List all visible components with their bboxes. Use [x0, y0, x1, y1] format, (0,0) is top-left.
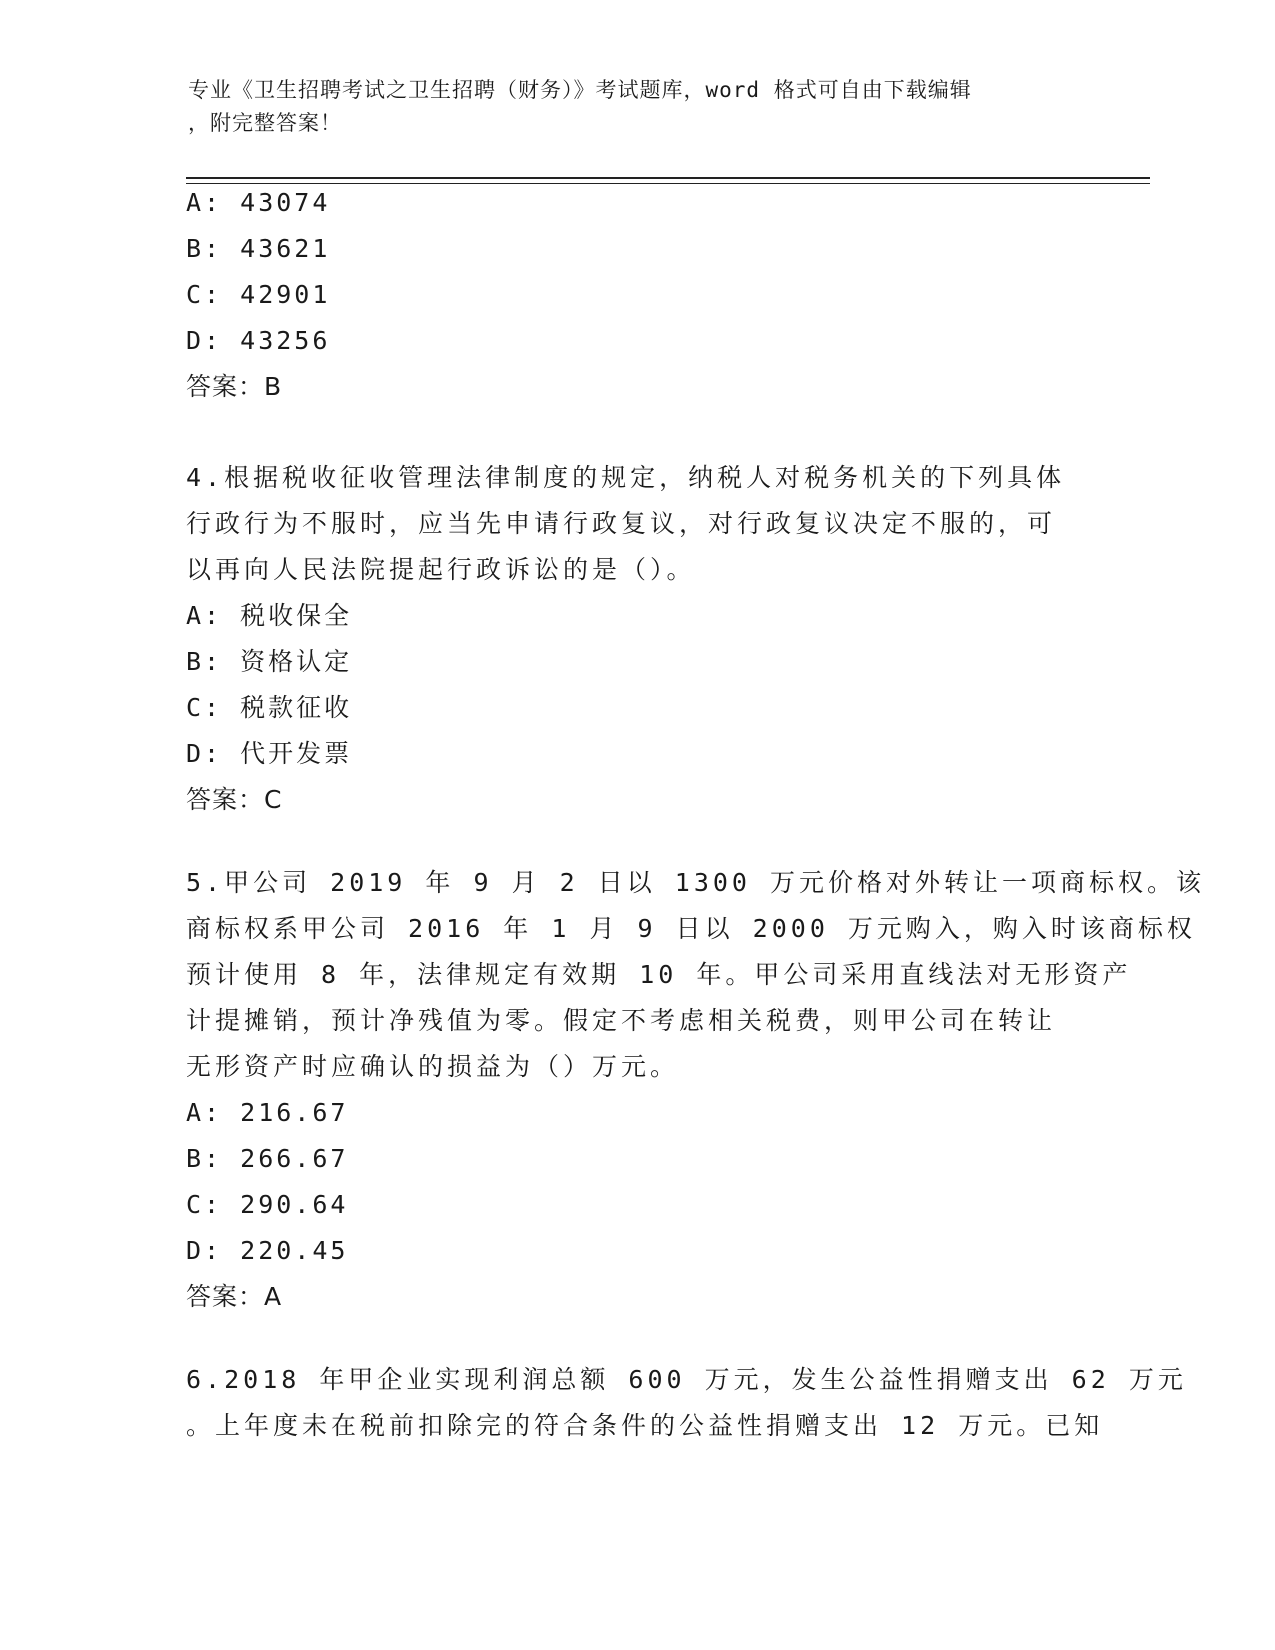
stem-line: 商标权系甲公司 2016 年 1 月 9 日以 2000 万元购入，购入时该商标权: [186, 914, 1196, 943]
question-4: [186, 455, 1086, 823]
answer-line: 答案：C: [186, 785, 283, 814]
stem-line: 无形资产时应确认的损益为（）万元。: [186, 1052, 680, 1081]
stem-line: 4.根据税收征收管理法律制度的规定，纳税人对税务机关的下列具体: [186, 463, 1066, 492]
option-b: B: 资格认定: [186, 647, 353, 676]
question-stem: [186, 1357, 1187, 1449]
option-a: A: 43074: [186, 188, 331, 217]
stem-line: 计提摊销，预计净残值为零。假定不考虑相关税费，则甲公司在转让: [186, 1006, 1057, 1035]
option-a: A: 税收保全: [186, 601, 353, 630]
question-5: [186, 860, 1206, 1320]
option-d: D: 代开发票: [186, 739, 353, 768]
answer-line: 答案：A: [186, 1282, 283, 1311]
option-b: B: 266.67: [186, 1144, 349, 1173]
stem-line: 6.2018 年甲企业实现利润总额 600 万元，发生公益性捐赠支出 62 万元: [186, 1365, 1187, 1394]
option-c: C: 42901: [186, 280, 331, 309]
option-c: C: 税款征收: [186, 693, 353, 722]
option-d: D: 43256: [186, 326, 331, 355]
option-a: A: 216.67: [186, 1098, 349, 1127]
stem-line: 以再向人民法院提起行政诉讼的是（）。: [186, 555, 696, 584]
question-6: [186, 1357, 1187, 1449]
question-stem: [186, 860, 1206, 1090]
answer-line: 答案：B: [186, 372, 283, 401]
option-d: D: 220.45: [186, 1236, 349, 1265]
stem-line: 行政行为不服时，应当先申请行政复议，对行政复议决定不服的，可: [186, 509, 1057, 538]
header-line-2: ，附完整答案！: [188, 111, 342, 135]
stem-line: 预计使用 8 年，法律规定有效期 10 年。甲公司采用直线法对无形资产: [186, 960, 1132, 989]
question-3: [186, 180, 1086, 410]
option-b: B: 43621: [186, 234, 331, 263]
header-rule: [186, 177, 1150, 179]
question-stem: [186, 455, 1086, 593]
stem-line: 5.甲公司 2019 年 9 月 2 日以 1300 万元价格对外转让一项商标权。该: [186, 868, 1206, 897]
stem-line: 。上年度未在税前扣除完的符合条件的公益性捐赠支出 12 万元。已知: [186, 1411, 1104, 1440]
header-line-1: 专业《卫生招聘考试之卫生招聘（财务）》考试题库，word 格式可自由下载编辑: [188, 78, 972, 102]
option-c: C: 290.64: [186, 1190, 349, 1219]
document-header: [188, 74, 1068, 140]
